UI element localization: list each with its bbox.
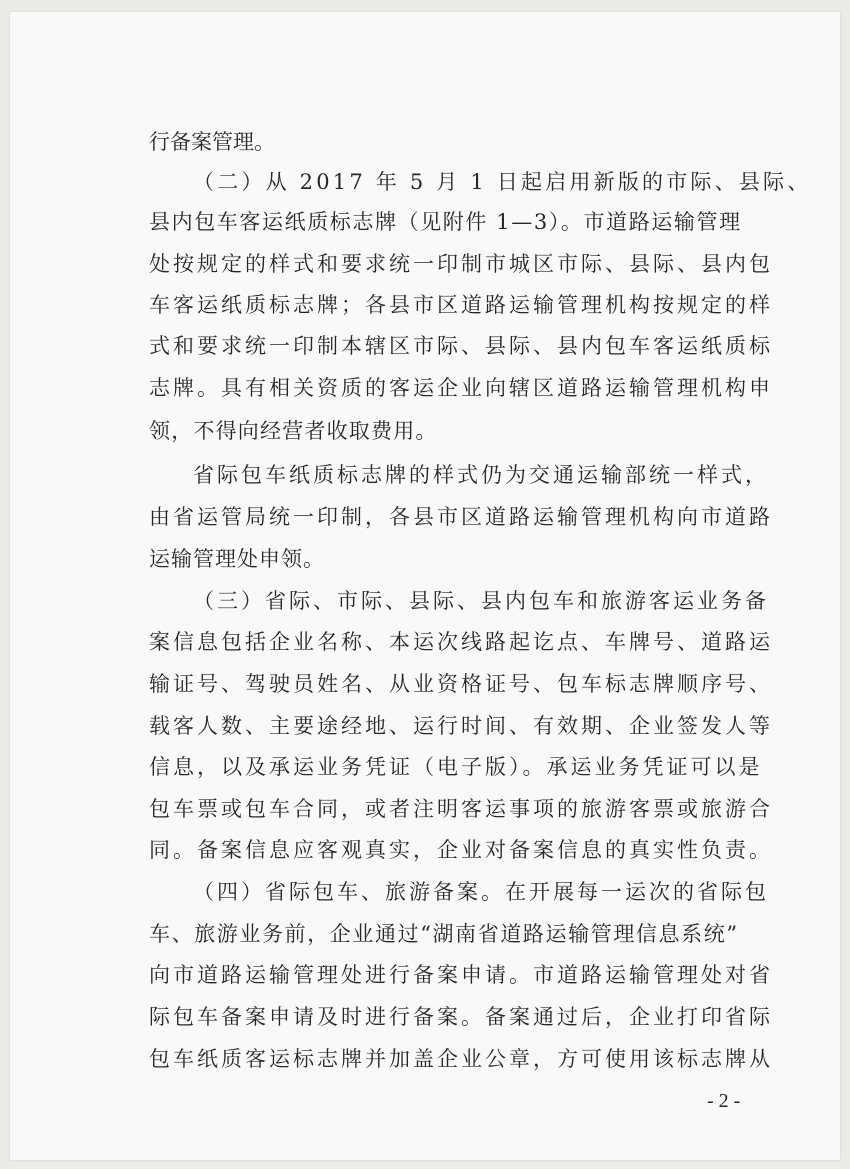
text-line-4: 处按规定的样式和要求统一印制市城区市际、县际、县内包 <box>149 252 773 276</box>
text-line-1: 行备案管理。 <box>149 130 275 154</box>
text-line-7: 志牌。具有相关资质的客运企业向辖区道路运输管理机构申 <box>149 376 773 400</box>
text-line-13: 案信息包括企业名称、本运次线路起讫点、车牌号、道路运 <box>149 630 773 654</box>
text-line-16: 信息，以及承运业务凭证（电子版）。承运业务凭证可以是 <box>149 755 763 779</box>
text-line-8: 领，不得向经营者收取费用。 <box>149 419 438 443</box>
text-line-12: （三）省际、市际、县际、县内包车和旅游客运业务备 <box>193 589 769 613</box>
text-line-5: 车客运纸质标志牌；各县市区道路运输管理机构按规定的样 <box>149 293 773 317</box>
text-line-10: 由省运管局统一印制，各县市区道路运输管理机构向市道路 <box>149 505 773 529</box>
text-line-9: 省际包车纸质标志牌的样式仍为交通运输部统一样式， <box>193 463 769 487</box>
text-line-18: 同。备案信息应客观真实，企业对备案信息的真实性负责。 <box>149 838 773 862</box>
text-line-15: 载客人数、主要途经地、运行时间、有效期、企业签发人等 <box>149 714 773 738</box>
text-line-20: 车、旅游业务前，企业通过“湖南省道路运输管理信息系统” <box>149 922 739 946</box>
text-line-6: 式和要求统一印制本辖区市际、县际、县内包车客运纸质标 <box>149 334 773 358</box>
text-line-23: 包车纸质客运标志牌并加盖企业公章，方可使用该标志牌从 <box>149 1047 773 1071</box>
document-page <box>10 12 840 1160</box>
text-line-19: （四）省际包车、旅游备案。在开展每一运次的省际包 <box>193 880 769 904</box>
text-line-2: （二）从 2017 年 5 月 1 日起启用新版的市际、县际、 <box>193 170 812 194</box>
text-line-11: 运输管理处申领。 <box>149 547 325 571</box>
text-line-3: 县内包车客运纸质标志牌（见附件 1—3）。市道路运输管理 <box>149 210 742 234</box>
text-line-21: 向市道路运输管理处进行备案申请。市道路运输管理处对省 <box>149 963 773 987</box>
page-number: - 2 - <box>707 1090 741 1112</box>
text-line-17: 包车票或包车合同，或者注明客运事项的旅游客票或旅游合 <box>149 797 773 821</box>
text-line-22: 际包车备案申请及时进行备案。备案通过后，企业打印省际 <box>149 1005 773 1029</box>
text-line-14: 输证号、驾驶员姓名、从业资格证号、包车标志牌顺序号、 <box>149 672 773 696</box>
